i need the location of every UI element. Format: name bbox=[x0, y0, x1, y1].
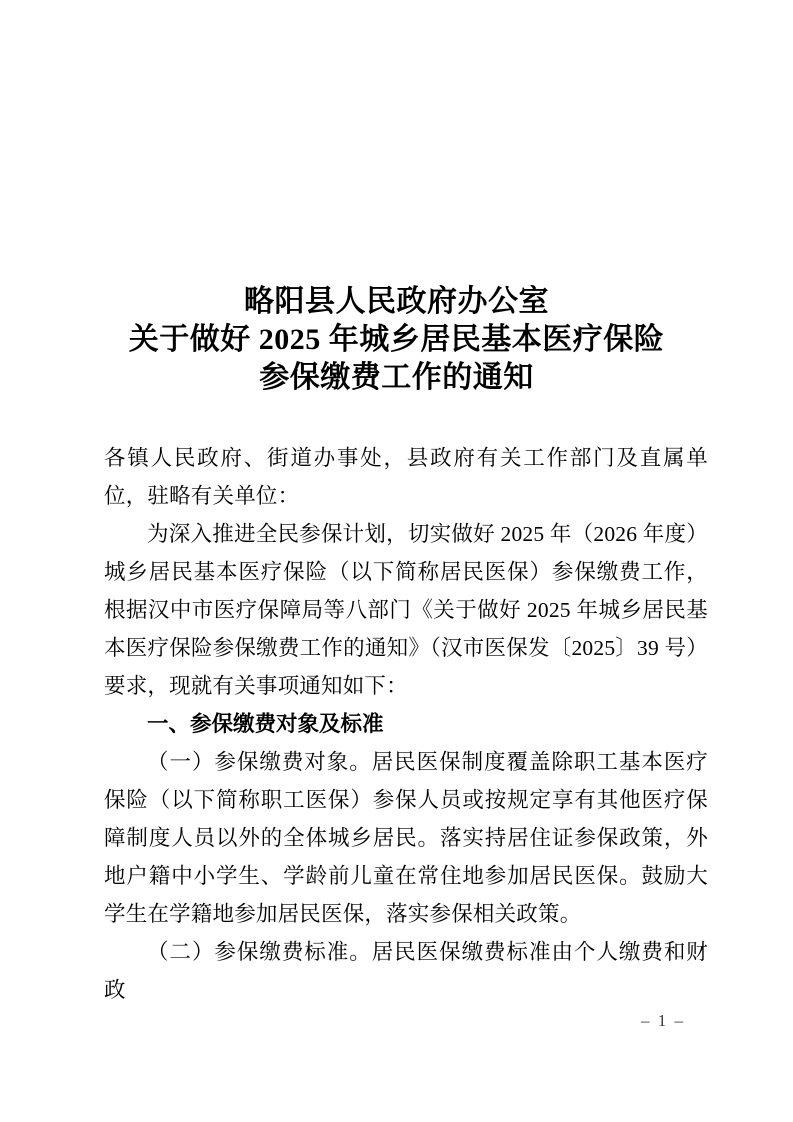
document-body bbox=[104, 439, 708, 1009]
title-line-1: 略阳县人民政府办公室 bbox=[244, 285, 549, 318]
page-number: – 1 – bbox=[641, 1011, 685, 1030]
title-line-3: 参保缴费工作的通知 bbox=[259, 361, 534, 394]
page-footer bbox=[641, 1010, 685, 1032]
title-line-2: 关于做好 2025 年城乡居民基本医疗保险 bbox=[128, 323, 665, 356]
section-1-heading: 一、参保缴费对象及标准 bbox=[147, 712, 384, 736]
recipients-line: 各镇人民政府、街道办事处，县政府有关工作部门及直属单位，驻略有关单位： bbox=[104, 446, 708, 508]
intro-paragraph: 为深入推进全民参保计划，切实做好 2025 年（2026 年度）城乡居民基本医疗保险（以下简称居民医保）参保缴费工作，根据汉中市医疗保障局等八部门《关于做好 2025 年城乡居民基本医疗保险参保缴费工作的通知》（汉市医保发〔2025〕39 号）要求，现就有关事项通知如下： bbox=[104, 522, 708, 698]
item-2-paragraph: （二）参保缴费标准。居民医保缴费标准由个人缴费和财政 bbox=[104, 940, 708, 1002]
item-1-paragraph: （一）参保缴费对象。居民医保制度覆盖除职工基本医疗保险（以下简称职工医保）参保人员或按规定享有其他医疗保障制度人员以外的全体城乡居民。落实持居住证参保政策，外地户籍中小学生、学龄前儿童在常住地参加居民医保。鼓励大学生在学籍地参加居民医保，落实参保相关政策。 bbox=[104, 750, 708, 926]
document-title bbox=[0, 283, 793, 397]
